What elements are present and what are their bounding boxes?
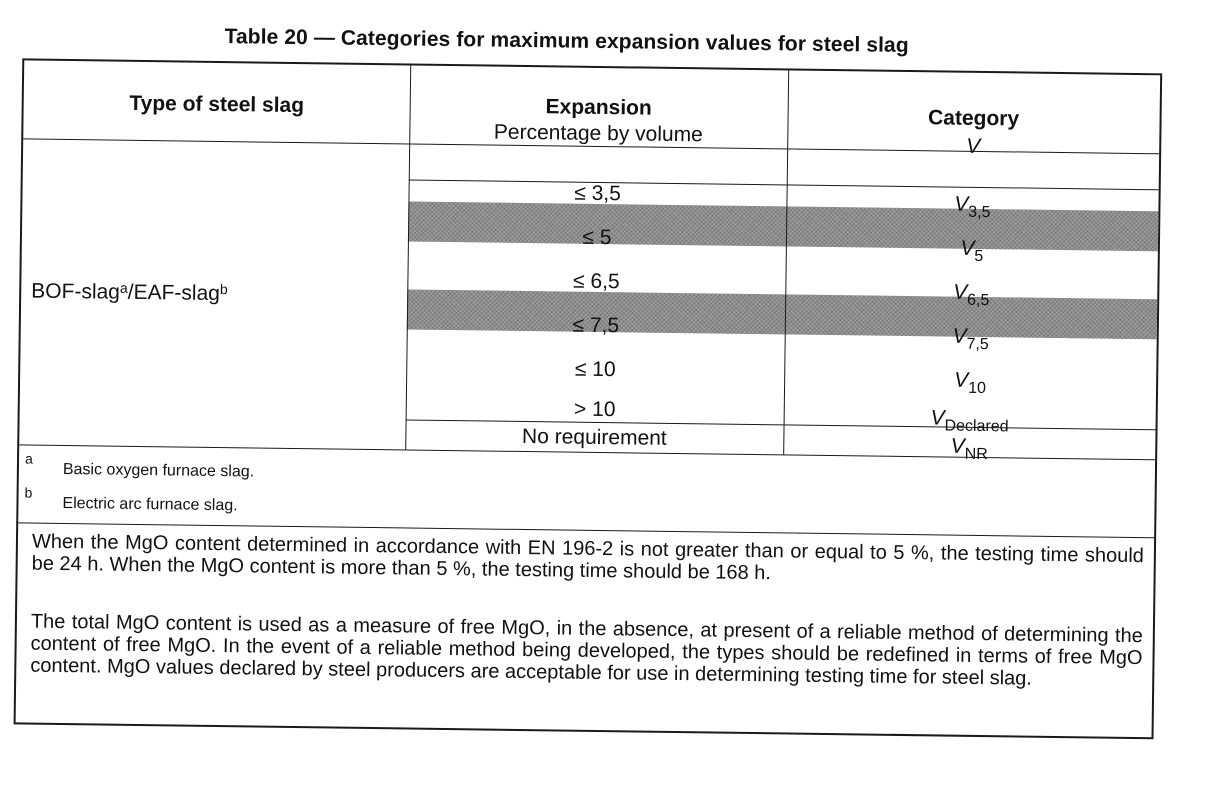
slag-type-label — [31, 279, 228, 307]
category-value: $V_{NR}$ — [950, 434, 988, 464]
header-expansion: Expansion — [545, 95, 652, 120]
slag-type-eaf: /EAF-slag — [127, 280, 221, 306]
category-value: $V_{10}$ — [954, 368, 987, 398]
expansion-value: ≤ 5 — [582, 225, 612, 250]
footnote-ref-a: a — [119, 279, 128, 296]
footnote-letter: b — [24, 484, 33, 501]
header-percentage-by-volume: Percentage by volume — [493, 120, 703, 147]
category-value: $V_{Declared}$ — [930, 406, 1009, 436]
expansion-value: ≤ 10 — [574, 357, 616, 382]
expansion-value: ≤ 7,5 — [572, 313, 620, 338]
table-title: Table 20 — Categories for maximum expansion values for steel slag — [224, 25, 909, 58]
table-frame — [14, 58, 1163, 739]
category-value: $V_{3,5}$ — [954, 192, 991, 222]
slag-type-bof: BOF-slag — [31, 279, 121, 304]
footnote-text: Electric arc furnace slag. — [62, 494, 238, 515]
expansion-value: ≤ 6,5 — [572, 269, 620, 294]
category-value: $V_{6,5}$ — [953, 280, 990, 310]
category-value: $V_5$ — [960, 236, 984, 266]
header-category: Category — [927, 106, 1020, 131]
footnote-letter: a — [24, 450, 33, 467]
footnote-text: Basic oxygen furnace slag. — [62, 460, 255, 481]
expansion-value: No requirement — [521, 424, 667, 450]
expansion-value: ≤ 3,5 — [574, 181, 622, 206]
note-paragraph: The total MgO content is used as a measure of free MgO, in the absence, at present of a reliable method of determining the content of free MgO. In the event of a reliable method being developed, the types should be redefined in terms of free MgO content. MgO values declared by steel producers are acceptable for use in determining testing time for steel slag. — [30, 610, 1143, 690]
footnote-ref-b: b — [219, 281, 228, 298]
header-type-of-steel-slag: Type of steel slag — [129, 91, 305, 118]
expansion-value: > 10 — [573, 397, 616, 422]
header-category-symbol: V — [966, 134, 981, 158]
category-value: $V_{7,5}$ — [952, 324, 989, 354]
note-paragraph: When the MgO content determined in accordance with EN 196-2 is not greater than or equal to 5 %, the testing time should be 24 h. When the MgO content is more than 5 %, the testing time should be 168 h. — [31, 530, 1145, 585]
